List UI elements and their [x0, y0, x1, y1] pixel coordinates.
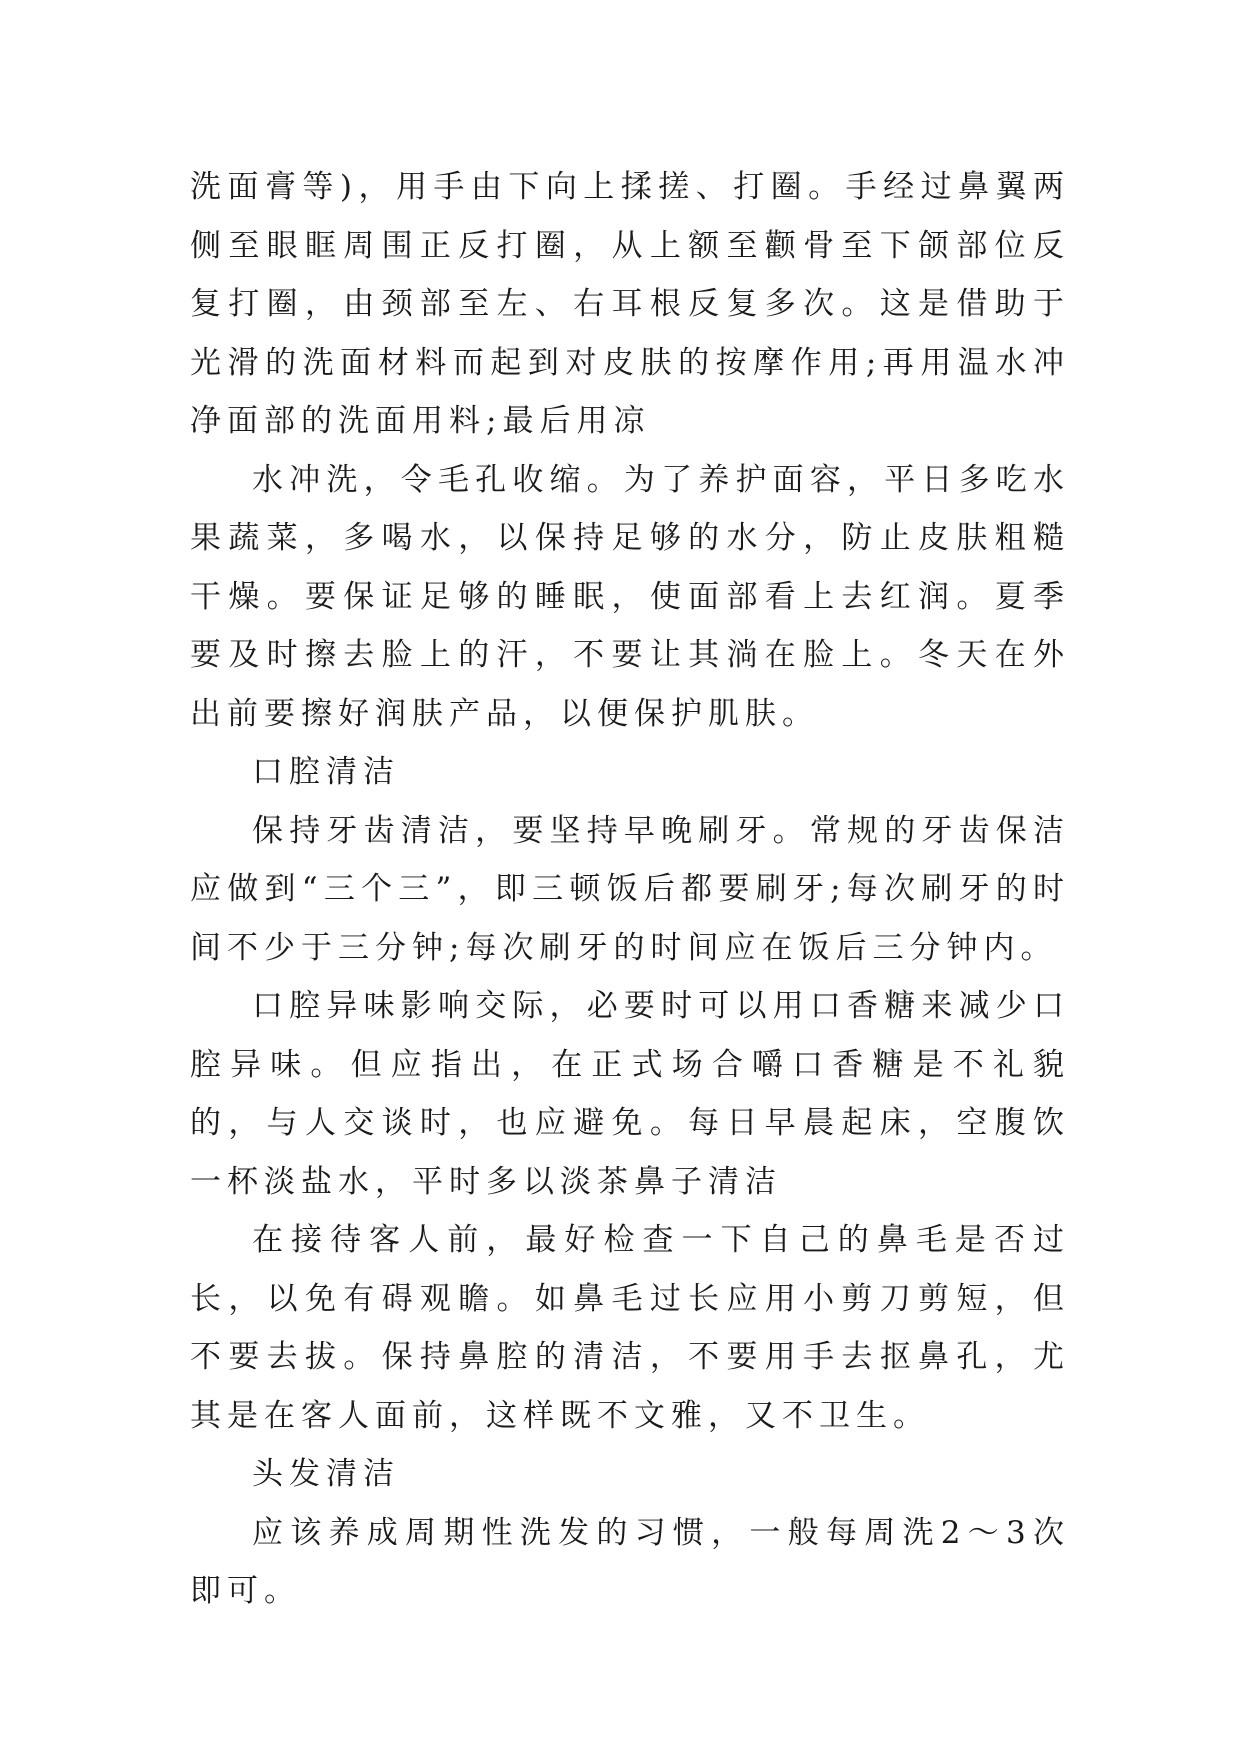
paragraph-face-wash-steps: 洗面膏等)，用手由下向上揉搓、打圈。手经过鼻翼两侧至眼眶周围正反打圈，从上额至颧骨至下颌部位反复打圈，由颈部至左、右耳根反复多次。这是借助于光滑的洗面材料而起到对皮肤的按摩作用;再用温水冲净面部的洗面用料;最后用凉 — [190, 169, 1070, 439]
paragraph-oral-odor: 口腔异味影响交际，必要时可以用口香糖来减少口腔异味。但应指出，在正式场合嚼口香糖是不礼貌的，与人交谈时，也应避免。每日早晨起床，空腹饮一杯淡盐水，平时多以淡茶鼻子清洁 — [190, 988, 1070, 1200]
section-heading-hair: 头发清洁 — [252, 1456, 400, 1492]
paragraph-nose-care: 在接待客人前，最好检查一下自己的鼻毛是否过长，以免有碍观瞻。如鼻毛过长应用小剪刀剪短，但不要去拔。保持鼻腔的清洁，不要用手去抠鼻孔，尤其是在客人面前，这样既不文雅，又不卫生。 — [190, 1222, 1070, 1434]
paragraph-teeth-cleaning: 保持牙齿清洁，要坚持早晚刷牙。常规的牙齿保洁应做到“三个三”，即三顿饭后都要刷牙;每次刷牙的时间不少于三分钟;每次刷牙的时间应在饭后三分钟内。 — [190, 812, 1070, 966]
paragraph-hair-washing: 应该养成周期性洗发的习惯，一般每周洗2～3次即可。 — [190, 1514, 1070, 1609]
paragraph-face-care: 水冲洗，令毛孔收缩。为了养护面容，平日多吃水果蔬菜，多喝水，以保持足够的水分，防止皮肤粗糙干燥。要保证足够的睡眠，使面部看上去红润。夏季要及时擦去脸上的汗，不要让其淌在脸上。冬天在外出前要擦好润肤产品，以便保护肌肤。 — [190, 461, 1070, 732]
document-body — [190, 158, 1070, 1621]
section-heading-oral: 口腔清洁 — [252, 754, 400, 790]
